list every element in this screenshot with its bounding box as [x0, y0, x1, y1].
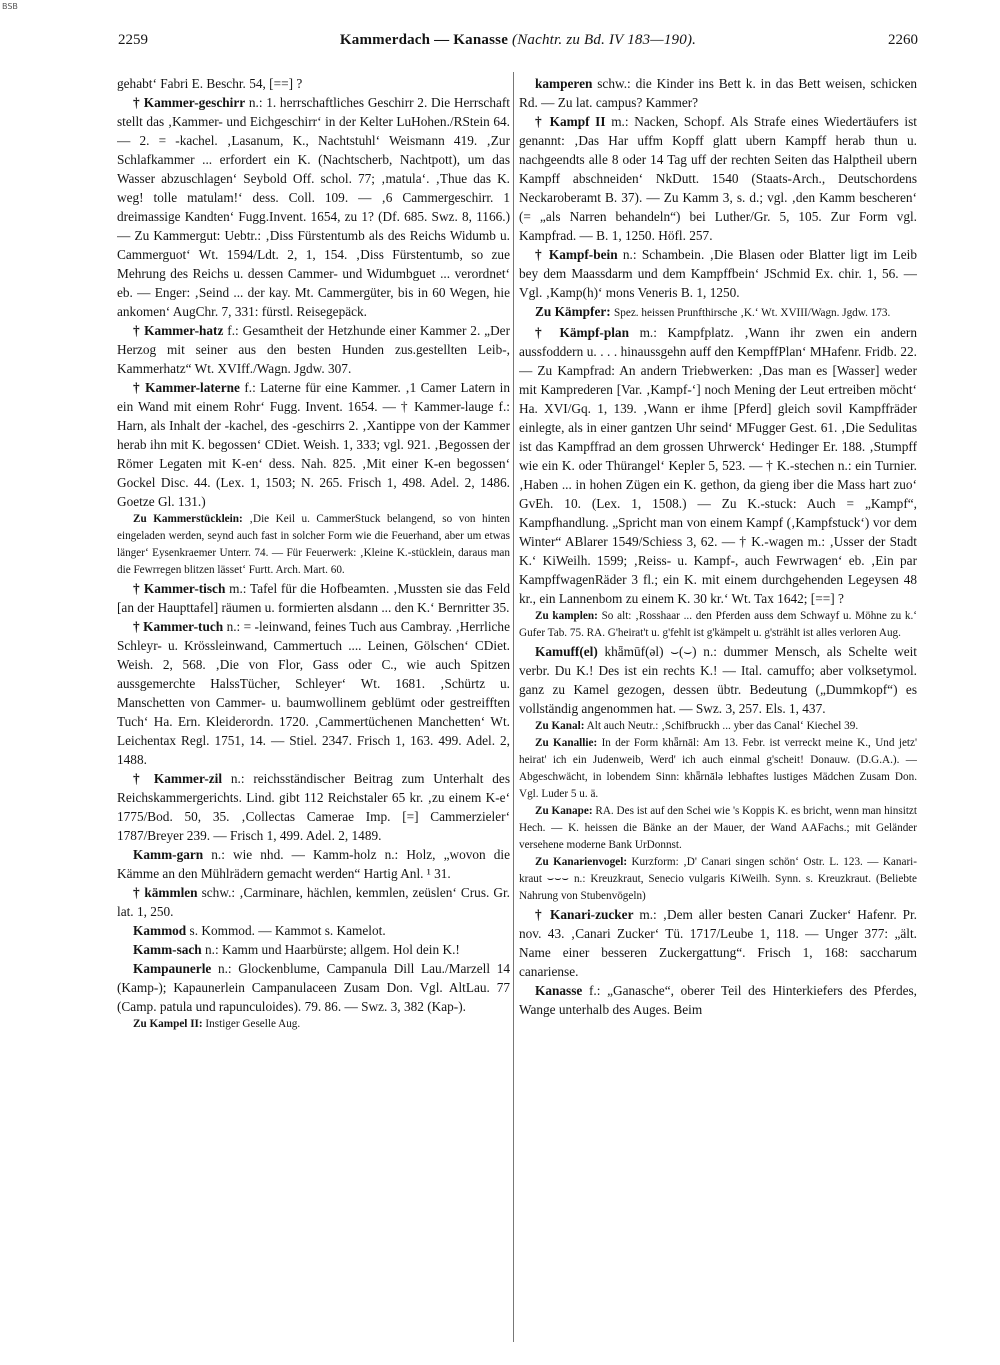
entry-text: n.: 1. herrschaftliches Geschirr 2. Die Herrschaft stellt das ‚Kammer- und Eichgeschirr‘ in der Kelter LuHohen./RStein 64. — 2. = -kachel. ‚Lasanum, K., Nachtstuhl‘ Weismann 419. ‚Zur Schlafkammer ... erfordert ein K. (Nachtscherb, Nachtpott), um das Wasser abzuschlagen‘ Seybold Off. schol. 77; ‚matula‘. ‚Thue das K. weg! tolle matulam!‘ dess. Coll. 109. — ‚6 Cammergeschirr. 1 dreimassige Kandten‘ Fugg.Invent. 1654, zu 1? (Df. 685. Swz. 8, 1166.) — Zu Kammergut: Uebtr.: ‚Diss Fürstentumb als des Reichs Widumb u. Cammerguot‘ Wt. 1594/Ldt. 2, 1, 154. ‚Diss Fürstentumb, so zue Mehrung des Reichs u. dessen Cammer- und Widumbguet ... verordnet‘ eb. — Enger: ‚Seind ... der kay. Mt. Cammergüter, bis in 60 Wegen, hie ankomen‘ AugChr. 7, 331: fürstl. Reisegepäck. — [117, 95, 510, 319]
entry-text: s. Kommod. — Kammot s. Kamelot. — [189, 923, 386, 938]
entry-headword: kamperen — [535, 76, 593, 91]
dictionary-entry — [117, 769, 510, 845]
entry-text: n.: Glockenblume, Campanula Dill Lau./Marzell 14 (Kamp-); Kapaunerlein Campanulaceen Zusam Don. Vgl. AltLau. 77 (Camp. patula und rapunculoides). 79. 86. — Swz. 3, 382 (Kap-). — [117, 961, 510, 1014]
entry-headword: Kamuff(el) — [535, 644, 598, 659]
page-number-right: 2260 — [888, 32, 918, 48]
entry-text: schw.: die Kinder ins Bett k. in das Bett weisen, schicken Rd. — Zu lat. campus? Kammer? — [519, 76, 917, 110]
running-title — [118, 32, 918, 49]
dictionary-entry — [117, 845, 510, 883]
entry-text: m.: ‚Dem aller besten Canari Zucker‘ Hafenr. Pr. nov. 43. ‚Canari Zucker‘ Tü. 1717/Leube 1, 118. — Unger 377: „ält. Name einer besseren Zuckergattung“. Frisch 1, 168: saccharum canariense. — [519, 907, 917, 979]
dictionary-entry — [519, 608, 917, 642]
entry-headword: † Kammer-tisch — [133, 581, 226, 596]
dictionary-entry — [519, 112, 917, 245]
dictionary-entry — [519, 245, 917, 302]
page-header — [118, 32, 918, 54]
left-column — [117, 74, 510, 1344]
entry-text: Kurzform: ‚D' Canari singen schön‘ Ostr. L. 123. — Kanari-kraut ⌣⌣⌣ n.: Kreuzkraut, Senecio vulgaris KiWeilh. Synn. s. Kreuzkraut. (Beliebte Nahrung von Stubenvögeln) — [519, 856, 917, 902]
dictionary-entry — [519, 981, 917, 1019]
dictionary-entry — [117, 321, 510, 378]
entry-headword: Zu Kanarienvogel: — [535, 856, 628, 868]
entry-headword: Kampaunerle — [133, 961, 212, 976]
entry-headword: Kamm-garn — [133, 847, 204, 862]
entry-headword: Kammod — [133, 923, 187, 938]
dictionary-entry — [117, 959, 510, 1016]
column-divider — [513, 72, 514, 1342]
entry-text: n.: Kamm und Haarbürste; allgem. Hol dein K.! — [205, 942, 460, 957]
dictionary-entry — [117, 579, 510, 617]
dictionary-entry — [117, 74, 510, 93]
running-title-note: (Nachtr. zu Bd. IV 183—190). — [512, 32, 697, 48]
entry-text: schw.: ‚Carminare, hächlen, kemmlen, zeüslen‘ Crus. Gr. lat. 1, 250. — [117, 885, 510, 919]
dictionary-entry — [117, 921, 510, 940]
entry-headword: Zu Kanape: — [535, 805, 593, 817]
entry-text: m.: Tafel für die Hofbeamten. ‚Mussten sie das Feld [an der Haupttafel] räumen u. formierten alsdann ... den K.‘ Bernritter 35. — [117, 581, 510, 615]
right-column — [519, 74, 917, 1344]
dictionary-entry — [519, 302, 917, 323]
entry-text: Instiger Geselle Aug. — [205, 1018, 301, 1030]
entry-headword: † Kammer-hatz — [133, 323, 224, 338]
library-corner-label: BSB — [2, 2, 18, 11]
entry-headword: Zu kamplen: — [535, 610, 598, 622]
entry-headword: † Kammer-laterne — [133, 380, 240, 395]
dictionary-entry — [519, 74, 917, 112]
entry-text: Alt auch Neutr.: ‚Schifbruckh ... yber das Canal‘ Kiechel 39. — [586, 720, 859, 732]
dictionary-entry — [117, 617, 510, 769]
dictionary-entry — [519, 323, 917, 608]
dictionary-entry — [519, 854, 917, 905]
entry-headword: † Kämpf-plan — [535, 325, 629, 340]
entry-headword: Zu Kämpfer: — [535, 304, 611, 319]
entry-text: khǟmūf(əl) ⌣(⌣) n.: dummer Mensch, als Schelte weit verbr. Du K.! Des ist ein rechts K.! — Ital. camuffo; aber volksetymol. ganz zu Kamel gezogen, dessen übtr. Bedeutung („Dummkopf“) es vollständig angenommen hat. — Swz. 3, 257. Els. 1, 437. — [519, 644, 917, 716]
entry-text: m.: Nacken, Schopf. Als Strafe eines Wiedertäufers ist genannt: ‚Das Har uffm Kopff glatt ubern Kampff herab thun u. nachgeendts alle 8 oder 14 Tag uff der rechten Seiten das Halptheil ubern Kampff abschneiden‘ NkDutt. 1540 (Staats-Arch., Deutschordens Neckaroberamt B. 37). — Zu Kamm 3, s. d.; vgl. ‚den Kamm bescheren‘ (= „als Narren behandeln“) bei Luther/Gr. 5, 105. Zur Form vgl. Kampfrad. — B. 1, 1250. Höfl. 257. — [519, 114, 917, 243]
entry-headword: † Kammer-tuch — [133, 619, 224, 634]
dictionary-entry — [519, 905, 917, 981]
entry-headword: † Kammer-geschirr — [133, 95, 246, 110]
entry-text: f.: „Ganasche“, oberer Teil des Hinterkiefers des Pferdes, Wange unterhalb des Auges. Beim — [519, 983, 917, 1017]
entry-text: n.: = -leinwand, feines Tuch aus Cambray. ‚Herrliche Schleyr- u. Krössleinwand, Cammertuch .... Leinen, Gölschen‘ CDiet. Weish. 2, 568. ‚Die von Flor, Gass oder C., wie auch Spitzen aussgemerchte HalssTücher, Schleyer‘ Wt. 1681. ‚Schürtz u. Manschetten von Cammer- u. baumwollinem geblümt oder gestreifften Tuch‘ Ha. Ern. Kleiderordn. 1720. ‚Cammertüchenen Manchetten‘ Wt. Leichentax Regl. 1751, 14. — Stiel. 2347. Frisch 1, 163. 499. Adel. 2, 1488. — [117, 619, 510, 767]
entry-text: RA. Des ist auf den Schei wie 's Koppis K. es bricht, wenn man hinsitzt Hech. — K. heissen die Bänke an der Mauer, der Wand AAFachs.; mit Geländer versehene moderne Bank UrDonnst. — [519, 805, 917, 851]
running-title-main: Kammerdach — Kanasse — [339, 32, 509, 48]
dictionary-entry — [117, 93, 510, 321]
dictionary-entry — [117, 511, 510, 579]
entry-text: f.: Laterne für eine Kammer. ‚1 Camer Latern in ein Wand mit einem Rohr‘ Fugg. Invent. 1654. — † Kammer-lauge f.: Harn, als Inhalt der -kachel, des -geschirrs 2. ‚Xantippe von der Kammer herab ihn mit K. begossen‘ CDiet. Weish. 1, 333; vgl. 921. ‚Begossen der Römer Legaten mit K-en‘ dess. Nah. 825. ‚Mit einer K-en begossen‘ Gockel Disc. 44. (Lex. 1, 1503; N. 265. Frisch 1, 498. Adel. 2, 1486. Goetze Gl. 131.) — [117, 380, 510, 509]
dictionary-entry — [117, 940, 510, 959]
dictionary-entry — [519, 718, 917, 735]
entry-text: So alt: ‚Rosshaar ... den Pferden auss dem Schwayf u. Möhne zu k.‘ Gufer Tab. 75. RA. G'heirat't u. g'fehlt ist g'kämpelt u. g'strählt ist alles verloren Aug. — [519, 610, 917, 639]
entry-text: In der Form khǟrnāl: Am 13. Febr. ist verreckt meine K., Und jetz' heirat' ich ein Judenweib, Werd' ich auch einmal g'scheit! Donauw. (D.G.A.). — Abgeschwächt, in lobendem Sinn: khǟrnālǝ lebhaftes lustiges Mädchen Zusam Don. Vgl. Luder 5 u. ä. — [519, 737, 917, 800]
entry-headword: Zu Kanallie: — [535, 737, 598, 749]
entry-headword: Kamm-sach — [133, 942, 202, 957]
entry-headword: † Kampf-bein — [535, 247, 618, 262]
dictionary-entry — [117, 378, 510, 511]
dictionary-entry — [519, 803, 917, 854]
dictionary-entry — [519, 735, 917, 803]
entry-text: gehabt‘ Fabri E. Beschr. 54, [==] ? — [117, 76, 303, 91]
page-number-left: 2259 — [118, 32, 148, 48]
dictionary-entry — [117, 883, 510, 921]
entry-headword: Zu Kanal: — [535, 720, 585, 732]
entry-text: n.: wie nhd. — Kamm-holz n.: Holz, „wovon die Kämme an den Mühlrädern gemacht werden“ Hartig Anl. ¹ 31. — [117, 847, 510, 881]
entry-text: f.: Gesamtheit der Hetzhunde einer Kammer 2. „Der Herzog mit seiner aus den besten Hunden zus.gestellten Leib-, Kammerhatz“ Wt. XVIff./Wagn. Jgdw. 307. — [117, 323, 510, 376]
entry-headword: † Kampf II — [535, 114, 606, 129]
entry-text: n.: Schambein. ‚Die Blasen oder Blatter ligt im Leib bey dem Maassdarm und dem Kampffbein‘ JSchmid Ex. chir. 1, 56. — Vgl. ‚Kamp(h)‘ mons Veneris B. 1, 1250. — [519, 247, 917, 300]
entry-headword: † kämmlen — [133, 885, 198, 900]
entry-headword: Zu Kammerstücklein: — [133, 513, 243, 525]
entry-headword: † Kammer-zil — [133, 771, 223, 786]
entry-text: m.: Kampfplatz. ‚Wann ihr zwen ein andern aussfoddern u. . . . hinaussgehn auff den KempffPlan‘ MHafenr. Fridb. 22. — Zu Kampfrad: An andern Triebwerken: ‚Das man es [Wasser] weder mit Kamprederen [Var. ‚Kampf-‘] noch Mening der Leut ertreiben möcht‘ Ha. XVI/Gq. 1, 139. ‚Wann er ihme [Pferd] gleich sovil Kampffräder einlegte, als in einer gantzen Uhr seind‘ MFugger Gest. 61. ‚Die Sedulitas ist das Kampffrad an dem grossen Uhrwerck‘ Hedinger Er. 188. ‚Stumpff wie ein K. oder Thürangel‘ Kepler 5, 523. — † K.-stechen n.: ein Turnier. ‚Haben ... in hohen Zügen ein K. gethon, da gieng iber die Mass hart zuo‘ GvEh. 10. (Lex. 1, 1508.) — Zu K.-stuck: Auch = „Kampf“, Kampfhandlung. „Spricht man von einem Kampf (‚Kampfstuck‘) vor dem Winter“ ABlarer 1549/Schiess 3, 62. — † K.-wagen m.: ‚Usser der Stadt K.‘ KiWeilh. 1599; ‚Reiss- u. Kampf-, auch Fewrwagen‘ eb. ‚Ein par KampffwagenRäder 3 fl.; ein K. mit einem durchgehenden Legeysen 48 kr., ein Lannenbom zu einem K. 30 kr.‘ Wt. Tax 1642; [==] ? — [519, 325, 917, 606]
entry-headword: Zu Kampel II: — [133, 1018, 203, 1030]
entry-text: ‚Die Keil u. CammerStuck belangend, so von hinten eingeladen werden, seynd auch fast in solcher Form wie die Feuerhand, aber um etwas länger‘ Eysenkraemer Unterr. 74. — Für Feuerwerk: ‚Kleine K.-stücklein, daraus man die Fewrregen blitzen lässet‘ Furtt. Arch. Mart. 60. — [117, 513, 510, 576]
entry-headword: Kanasse — [535, 983, 583, 998]
entry-headword: † Kanari-zucker — [535, 907, 634, 922]
entry-text: Spez. heissen Prunfthirsche ‚K.‘ Wt. XVIII/Wagn. Jgdw. 173. — [614, 307, 891, 319]
entry-text: n.: reichsständischer Beitrag zum Unterhalt des Reichskammergerichts. Lind. gibt 112 Reichstaler 65 kr. ‚zu einem K-e‘ 1775/Bod. 50, 35. ‚Collectas Camerae Imp. [=] Cammerzieler‘ 1787/Breyer 239. — Frisch 1, 499. Adel. 2, 1489. — [117, 771, 510, 843]
dictionary-entry — [519, 642, 917, 718]
dictionary-entry — [117, 1016, 510, 1033]
